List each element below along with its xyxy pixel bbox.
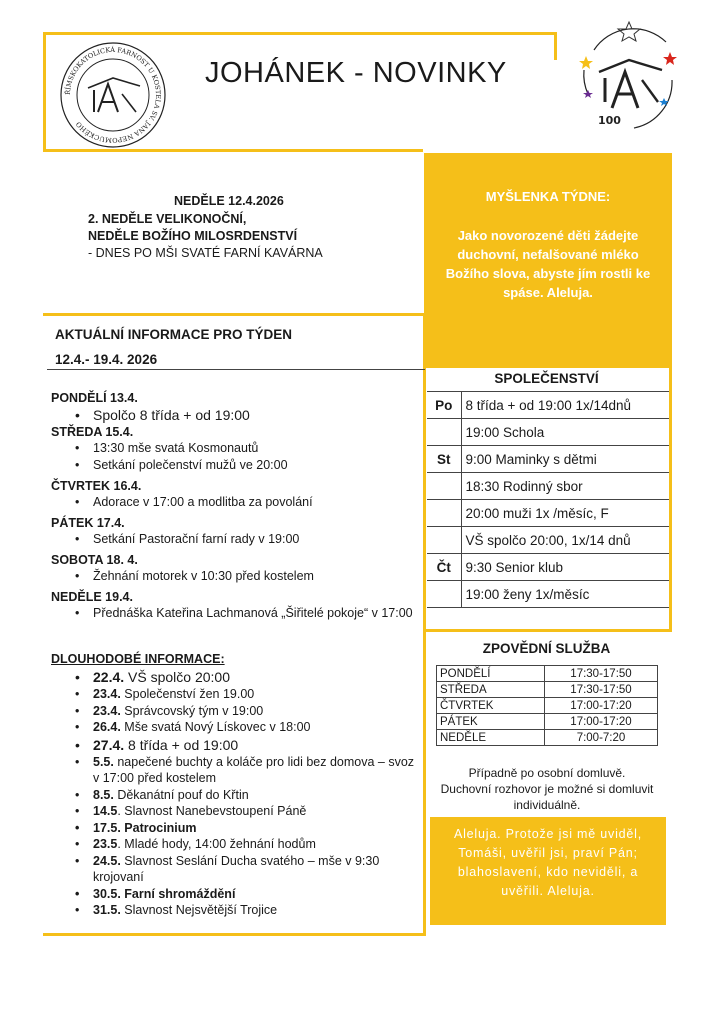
long-term-item: • 23.4. Společenství žen 19.00 <box>51 686 421 703</box>
long-term-item: • 30.5. Farní shromáždění <box>51 886 421 903</box>
header-border-left <box>43 32 46 152</box>
long-term-item: • 24.5. Slavnost Seslání Ducha svatého – mše v 9:30 krojovaní <box>51 853 421 886</box>
gospel-quote-box: Aleluja. Protože jsi mě uviděl, Tomáši, uvěřil jsi, praví Pán; blahoslavení, kdo neviděli, a uvěřili. Aleluja. <box>430 817 666 925</box>
weekly-info-heading: AKTUÁLNÍ INFORMACE PRO TÝDEN <box>55 327 292 342</box>
sunday-line-2: NEDĚLE BOŽÍHO MILOSRDENSTVÍ <box>88 229 298 243</box>
sunday-line-1: 2. NEDĚLE VELIKONOČNÍ, <box>88 212 247 226</box>
long-term-item: • 23.5. Mladé hody, 14:00 žehnání hodům <box>51 836 421 853</box>
long-term-item: • 8.5. Děkanátní pouf do Křtin <box>51 787 421 804</box>
table-row: 19:00 ženy 1x/měsíc <box>427 581 669 608</box>
day-event: • 13:30 mše svatá Kosmonautů <box>51 440 421 457</box>
day-event: • Setkání polečenství mužů ve 20:00 <box>51 457 421 474</box>
day-heading: SOBOTA 18. 4. <box>51 553 138 567</box>
long-term-item: • 27.4. 8 třída + od 19:00 <box>51 736 421 754</box>
day-heading: STŘEDA 15.4. <box>51 425 134 439</box>
seal-text: ŘÍMSKOKATOLICKÁ FARNOST U KOSTELA SV. JANA NEPOMUCKÉHO <box>63 45 163 145</box>
table-row: PÁTEK 17:00-17:20 <box>437 714 658 730</box>
sunday-announcement <box>88 193 323 262</box>
purple-star-icon <box>583 90 593 98</box>
confession-title: ZPOVĚDNÍ SLUŽBA <box>482 641 611 656</box>
outline-star-icon <box>618 22 640 41</box>
anniversary-logo <box>574 20 684 135</box>
red-star-icon <box>663 52 677 65</box>
long-term-item: • 17.5. Patrocinium <box>51 820 421 837</box>
community-panel <box>424 360 672 632</box>
yellow-star-icon <box>579 56 593 69</box>
long-term-item: • 14.5. Slavnost Nanebevstoupení Páně <box>51 803 421 820</box>
weekly-date-range: 12.4.- 19.4. 2026 <box>55 352 158 367</box>
day-heading: ČTVRTEK 16.4. <box>51 479 142 493</box>
community-title: SPOLEČENSTVÍ <box>494 371 599 386</box>
long-term-item: • 26.4. Mše svatá Nový Lískovec v 18:00 <box>51 719 421 736</box>
sunday-date: NEDĚLE 12.4.2026 <box>174 194 284 208</box>
long-term-list <box>51 668 421 919</box>
header-border-right <box>554 32 557 60</box>
thought-title: MYŠLENKA TÝDNE: <box>485 189 611 204</box>
table-row: 19:00 Schola <box>427 419 669 446</box>
table-row: 20:00 muži 1x /měsíc, F <box>427 500 669 527</box>
table-row: VŠ spolčo 20:00, 1x/14 dnů <box>427 527 669 554</box>
table-row: NEDĚLE 7:00-7:20 <box>437 730 658 746</box>
table-row: St 9:00 Maminky s dětmi <box>427 446 669 473</box>
header-border-top <box>43 32 557 35</box>
day-event: • Setkání Pastorační farní rady v 19:00 <box>51 531 421 548</box>
page-title: JOHÁNEK - NOVINKY <box>205 57 507 89</box>
table-row: STŘEDA 17:30-17:50 <box>437 682 658 698</box>
day-event: • Spolčo 8 třída + od 19:00 <box>51 406 421 424</box>
thought-text: Jako novorozené děti žádejte duchovní, nefalšované mléko Božího slova, abyste jím rostli ke spáse. Aleluja. <box>445 228 651 300</box>
table-row: PONDĚLÍ 17:30-17:50 <box>437 666 658 682</box>
sunday-line-3: - DNES PO MŠI SVATÉ FARNÍ KAVÁRNA <box>88 246 323 260</box>
day-heading: PÁTEK 17.4. <box>51 516 125 530</box>
table-row: Čt 9:30 Senior klub <box>427 554 669 581</box>
weekly-day-list <box>51 390 421 622</box>
weekly-info-panel <box>43 313 426 936</box>
community-table <box>427 391 669 608</box>
thought-of-week-box <box>424 153 672 368</box>
blue-star-icon <box>659 98 669 106</box>
confession-note: Případně po osobní domluvě. Duchovní rozhovor je možné si domluvit individuálně. <box>440 766 654 812</box>
logo-number: 100 <box>598 114 621 127</box>
long-term-item: • 31.5. Slavnost Nejsvětější Trojice <box>51 902 421 919</box>
day-heading: PONDĚLÍ 13.4. <box>51 391 138 405</box>
table-row: Po 8 třída + od 19:00 1x/14dnů <box>427 392 669 419</box>
long-term-item: • 23.4. Správcovský tým v 19:00 <box>51 703 421 720</box>
day-event: • Žehnání motorek v 10:30 před kostelem <box>51 568 421 585</box>
table-row: ČTVRTEK 17:00-17:20 <box>437 698 658 714</box>
long-term-item: • 22.4. VŠ spolčo 20:00 <box>51 668 421 686</box>
table-row: 18:30 Rodinný sbor <box>427 473 669 500</box>
confession-table <box>436 665 658 746</box>
parish-seal-logo <box>58 40 168 150</box>
day-heading: NEDĚLE 19.4. <box>51 590 133 604</box>
day-event: • Adorace v 17:00 a modlitba za povolání <box>51 494 421 511</box>
divider <box>47 369 425 370</box>
long-term-item: • 5.5. napečené buchty a koláče pro lidi bez domova – svoz v 17:00 před kostelem <box>51 754 421 787</box>
long-term-heading: DLOUHODOBÉ INFORMACE: <box>51 652 225 666</box>
day-event: • Přednáška Kateřina Lachmanová „Šiřitelé pokoje“ v 17:00 <box>51 605 421 622</box>
